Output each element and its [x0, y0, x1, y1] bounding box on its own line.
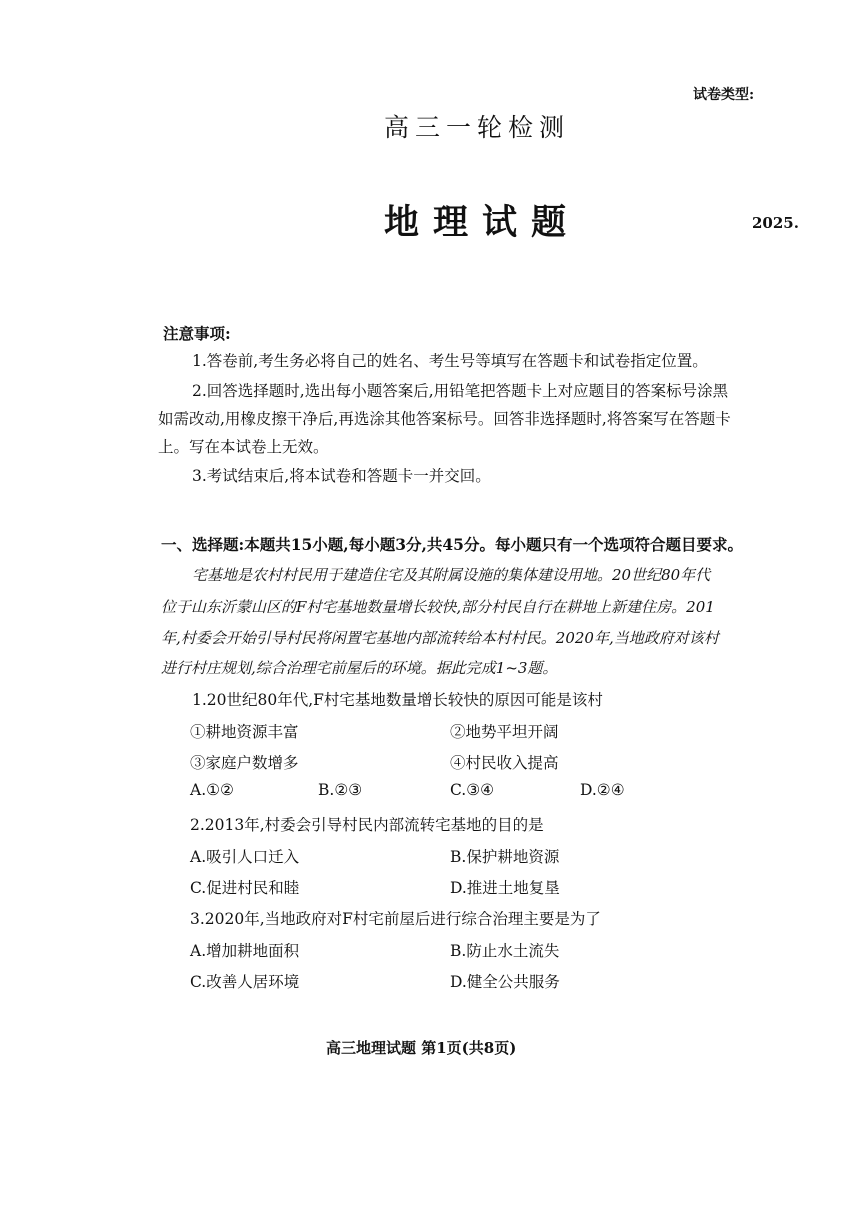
question-1-statement-3: ③家庭户数增多 [190, 754, 299, 772]
notice-heading: 注意事项: [163, 324, 231, 343]
exam-date: 2025. [752, 214, 799, 232]
page-title: 地理试题 [384, 202, 581, 243]
passage-line-2: 位于山东沂蒙山区的F村宅基地数量增长较快,部分村民自行在耕地上新建住房。201 [161, 598, 715, 616]
question-2-option-b: B.保护耕地资源 [450, 848, 560, 866]
question-3-stem: 3.2020年,当地政府对F村宅前屋后进行综合治理主要是为了 [190, 910, 601, 928]
question-2-option-c: C.促进村民和睦 [190, 879, 300, 897]
question-2-option-d: D.推进土地复垦 [450, 879, 560, 897]
question-1-statement-1: ①耕地资源丰富 [190, 723, 299, 741]
question-3-option-b: B.防止水土流失 [450, 942, 560, 960]
notice-item-2-line-2: 如需改动,用橡皮擦干净后,再选涂其他答案标号。回答非选择题时,将答案写在答题卡 [158, 410, 731, 428]
question-3-option-c: C.改善人居环境 [190, 973, 300, 991]
question-3-option-d: D.健全公共服务 [450, 973, 560, 991]
question-3-option-a: A.增加耕地面积 [190, 942, 300, 960]
notice-item-1: 1.答卷前,考生务必将自己的姓名、考生号等填写在答题卡和试卷指定位置。 [192, 352, 708, 370]
question-1-option-a: A.①② [190, 781, 234, 799]
question-1-option-c: C.③④ [450, 781, 495, 799]
passage-line-4: 进行村庄规划,综合治理宅前屋后的环境。据此完成1~3题。 [161, 659, 558, 677]
page-footer: 高三地理试题 第1页(共8页) [326, 1039, 517, 1057]
passage-line-1: 宅基地是农村村民用于建造住宅及其附属设施的集体建设用地。20世纪80年代 [192, 566, 711, 584]
question-1-stem: 1.20世纪80年代,F村宅基地数量增长较快的原因可能是该村 [192, 691, 603, 709]
question-1-option-b: B.②③ [318, 781, 363, 799]
question-2-option-a: A.吸引人口迁入 [190, 848, 300, 866]
question-1-statement-4: ④村民收入提高 [450, 754, 559, 772]
question-1-option-d: D.②④ [580, 781, 625, 799]
question-1-statement-2: ②地势平坦开阔 [450, 723, 559, 741]
question-2-stem: 2.2013年,村委会引导村民内部流转宅基地的目的是 [190, 816, 544, 834]
passage-line-3: 年,村委会开始引导村民将闲置宅基地内部流转给本村村民。2020年,当地政府对该村 [161, 629, 719, 647]
notice-item-3: 3.考试结束后,将本试卷和答题卡一并交回。 [192, 467, 491, 485]
notice-item-2-line-3: 上。写在本试卷上无效。 [158, 438, 329, 456]
paper-type-label: 试卷类型: [693, 87, 755, 103]
notice-item-2-line-1: 2.回答选择题时,选出每小题答案后,用铅笔把答题卡上对应题目的答案标号涂黑 [192, 382, 729, 400]
exam-name: 高三一轮检测 [384, 113, 571, 142]
section-header: 一、选择题:本题共15小题,每小题3分,共45分。每小题只有一个选项符合题目要求。 [161, 535, 743, 554]
